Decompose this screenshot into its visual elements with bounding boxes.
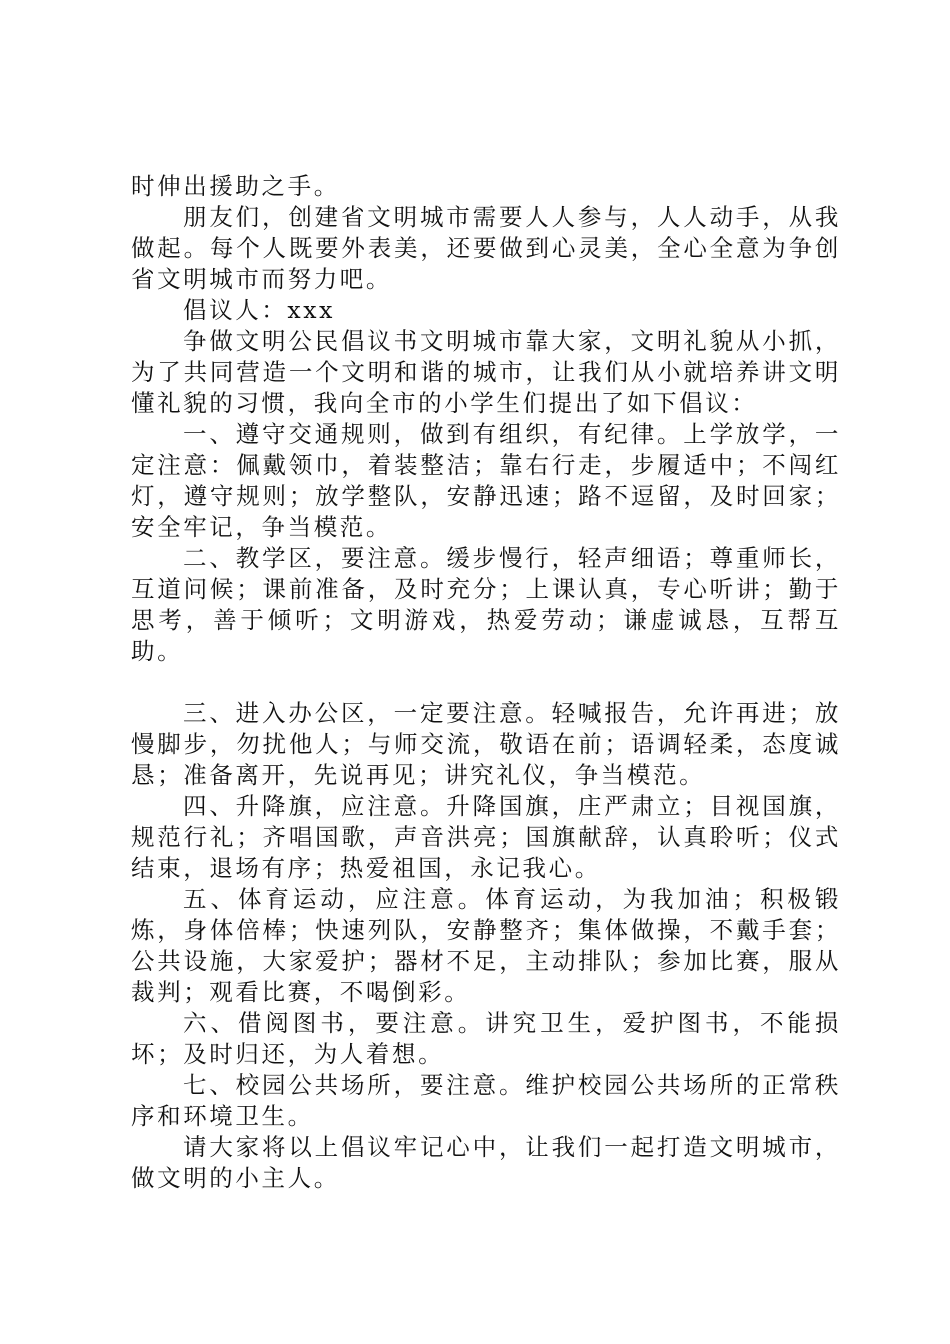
paragraph-call-to-friends: 朋友们，创建省文明城市需要人人参与，人人动手，从我做起。每个人既要外表美，还要做到心灵美，全心全意为争创省文明城市而努力吧。: [131, 203, 841, 293]
paragraph-item-6: 六、借阅图书，要注意。讲究卫生，爱护图书，不能损坏；及时归还，为人着想。: [131, 1009, 841, 1068]
paragraph-item-3: 三、进入办公区，一定要注意。轻喊报告，允许再进；放慢脚步，勿扰他人；与师交流，敬语在前；语调轻柔，态度诚恳；准备离开，先说再见；讲究礼仪，争当模范。: [131, 699, 841, 789]
paragraph-proposal-intro: 争做文明公民倡议书文明城市靠大家，文明礼貌从小抓，为了共同营造一个文明和谐的城市，让我们从小就培养讲文明懂礼貌的习惯，我向全市的小学生们提出了如下倡议：: [131, 327, 841, 417]
paragraph-item-2: 二、教学区，要注意。缓步慢行，轻声细语；尊重师长，互道问候；课前准备，及时充分；上课认真，专心听讲；勤于思考，善于倾听；文明游戏，热爱劳动；谦虚诚恳，互帮互助。: [131, 544, 841, 665]
paragraph-item-1: 一、遵守交通规则，做到有组织，有纪律。上学放学，一定注意：佩戴领巾，着装整洁；靠右行走，步履适中；不闯红灯，遵守规则；放学整队，安静迅速；路不逗留，及时回家；安全牢记，争当模范。: [131, 420, 841, 541]
paragraph-item-7: 七、校园公共场所，要注意。维护校园公共场所的正常秩序和环境卫生。: [131, 1071, 841, 1130]
paragraph-continuation: 时伸出援助之手。: [131, 172, 340, 200]
paragraph-closing: 请大家将以上倡议牢记心中，让我们一起打造文明城市，做文明的小主人。: [131, 1133, 841, 1192]
paragraph-item-4: 四、升降旗，应注意。升降国旗，庄严肃立；目视国旗，规范行礼；齐唱国歌，声音洪亮；国旗献辞，认真聆听；仪式结束，退场有序；热爱祖国，永记我心。: [131, 792, 841, 882]
document-body: [131, 171, 841, 1194]
paragraph-item-5: 五、体育运动，应注意。体育运动，为我加油；积极锻炼，身体倍棒；快速列队，安静整齐；集体做操，不戴手套；公共设施，大家爱护；器材不足，主动排队；参加比赛，服从裁判；观看比赛，不喝倒彩。: [131, 885, 841, 1006]
paragraph-initiator: 倡议人：xxx: [183, 296, 335, 324]
